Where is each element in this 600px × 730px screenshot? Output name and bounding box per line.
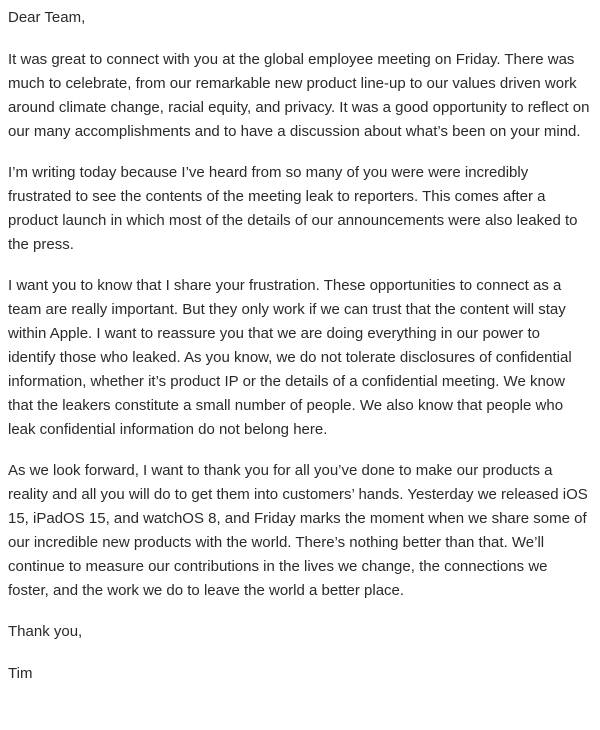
- letter-paragraph-3: I want you to know that I share your frustration. These opportunities to connect as a team are really important. But they only work if we can trust that the content will stay within Apple. I want to reassure you that we are doing everything in our power to identify those who leaked. As you know, we do not tolerate disclosures of confidential information, whether it’s product IP or the details of a confidential meeting. We know that the leakers constitute a small number of people. We also know that people who leak confidential information do not belong here.: [8, 277, 572, 438]
- letter-paragraph-4: As we look forward, I want to thank you for all you’ve done to make our products a reality and all you will do to get them into customers’ hands. Yesterday we released iOS 15, iPadOS 15, and watchOS 8, and Friday marks the moment when we share some of our incredible new products with the world. There’s nothing better than that. We’ll continue to measure our contributions in the lives we change, the connections we foster, and the work we do to leave the world a better place.: [8, 462, 588, 599]
- letter-signoff: Thank you,: [8, 623, 83, 640]
- letter-paragraph-1: It was great to connect with you at the global employee meeting on Friday. There was much to celebrate, from our remarkable new product line-up to our values driven work around climate change, racial equity, and privacy. It was a good opportunity to reflect on our many accomplishments and to have a discussion about what’s been on your mind.: [8, 51, 590, 140]
- letter-signature: Tim: [8, 665, 33, 682]
- letter-paragraph-2: I’m writing today because I’ve heard from so many of you were were incredibly frustrated to see the contents of the meeting leak to reporters. This comes after a product launch in which most of the details of our announcements were also leaked to the press.: [8, 164, 578, 253]
- letter-greeting: Dear Team,: [8, 9, 86, 26]
